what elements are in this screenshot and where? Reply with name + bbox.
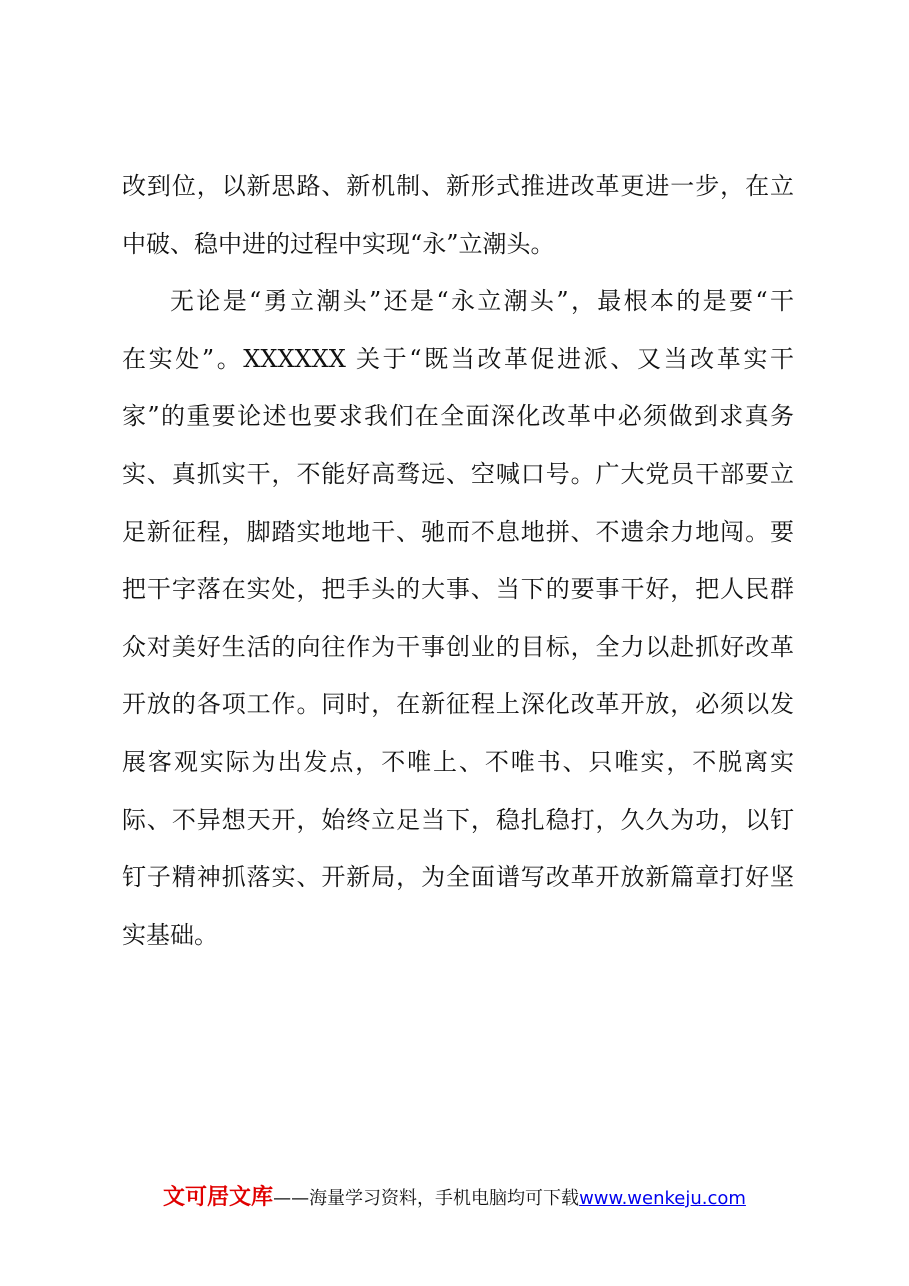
text-line: 实基础。 (122, 920, 218, 949)
text-line: 众对美好生活的向往作为干事创业的目标，全力以赴抓好改革 (122, 632, 794, 661)
text-line: 无论是“勇立潮头”还是“永立潮头”，最根本的是要“干 (170, 287, 794, 316)
paragraph-2 (122, 273, 794, 964)
text-line: 改到位，以新思路、新机制、新形式推进改革更进一步，在立 (122, 172, 794, 200)
text-line: 实、真抓实干，不能好高骛远、空喊口号。广大党员干部要立 (122, 459, 794, 488)
footer-tagline: ——海量学习资料，手机电脑均可下载 (273, 1188, 580, 1209)
text-line: 足新征程，脚踏实地地干、驰而不息地拼、不遗余力地闯。要 (122, 517, 794, 546)
text-line: 际、不异想天开，始终立足当下，稳扎稳打，久久为功，以钉 (122, 805, 794, 834)
paragraph-1 (122, 158, 794, 273)
text-line: 展客观实际为出发点，不唯上、不唯书、只唯实，不脱离实 (122, 747, 794, 776)
text-line: 钉子精神抓落实、开新局，为全面谱写改革开放新篇章打好坚 (122, 863, 794, 892)
brand-name: 文可居文库 (163, 1185, 274, 1210)
text-line: 家”的重要论述也要求我们在全面深化改革中必须做到求真务 (122, 402, 794, 431)
text-line: 开放的各项工作。同时，在新征程上深化改革开放，必须以发 (122, 690, 794, 719)
document-body (122, 158, 794, 964)
text-line: 中破、稳中进的过程中实现“永”立潮头。 (122, 229, 555, 258)
footer-banner (0, 1180, 909, 1211)
website-link[interactable]: www.wenkeju.com (579, 1188, 746, 1209)
text-line: 在实处”。XXXXXX 关于“既当改革促进派、又当改革实干 (122, 344, 794, 373)
text-line: 把干字落在实处，把手头的大事、当下的要事干好，把人民群 (122, 575, 794, 604)
